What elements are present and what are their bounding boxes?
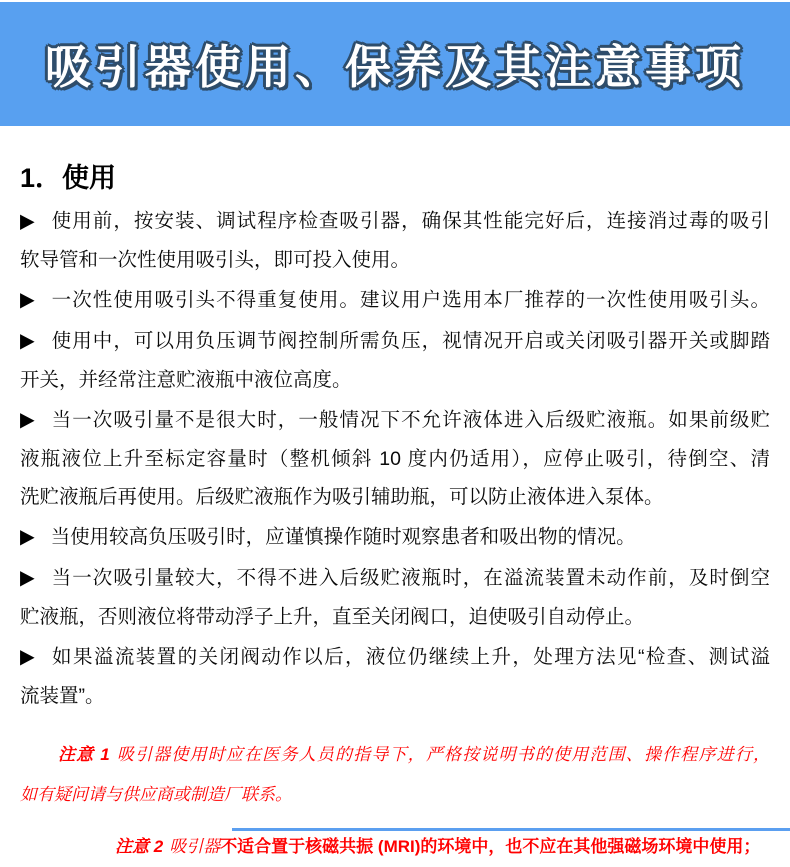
- title-banner: [0, 2, 790, 126]
- note-2: [20, 827, 770, 867]
- paragraph-text: 当一次吸引量不是很大时，一般情况下不允许液体进入后级贮液瓶。如果前级贮: [50, 409, 770, 431]
- page-title: 吸引器使用、保养及其注意事项: [45, 41, 745, 93]
- note-line: [20, 827, 770, 867]
- bullet-paragraph: [20, 518, 770, 557]
- bullet-paragraph: [20, 638, 770, 715]
- paragraph-line: [20, 202, 770, 241]
- paragraph-text: 当一次吸引量较大，不得不进入后级贮液瓶时，在溢流装置未动作前，及时倒空: [50, 567, 770, 589]
- note-2-prefix: 注意 2: [115, 837, 164, 856]
- note-1-prefix: 注意 1: [58, 745, 110, 764]
- paragraph-line: 流装置”。: [20, 685, 105, 707]
- note-1: [20, 735, 770, 815]
- paragraph-line: 洗贮液瓶后再使用。后级贮液瓶作为吸引辅助瓶，可以防止液体进入泵体。: [20, 486, 664, 508]
- note-2-subject: 吸引器: [169, 837, 221, 856]
- bullet-paragraph: [20, 202, 770, 279]
- paragraph-text: 一次性使用吸引头不得重复使用。建议用户选用本厂推荐的一次性使用吸引头。: [50, 289, 770, 311]
- paragraph-line: 液瓶液位上升至标定容量时（整机倾斜 10 度内仍适用），应停止吸引，待倒空、清: [20, 448, 770, 470]
- paragraph-line: [20, 281, 770, 320]
- bullet-paragraph: [20, 281, 770, 320]
- paragraph-line: 开关，并经常注意贮液瓶中液位高度。: [20, 369, 352, 391]
- bullet-paragraph: [20, 401, 770, 516]
- paragraph-line: [20, 518, 770, 557]
- paragraph-line: [20, 638, 770, 677]
- bullet-paragraph: [20, 559, 770, 636]
- bullet-triangle-icon: ▶: [20, 567, 35, 590]
- bullet-paragraph: [20, 322, 770, 399]
- section-heading: 1．使用: [20, 163, 117, 193]
- bullet-triangle-icon: ▶: [20, 526, 35, 549]
- bottom-accent-bar: [232, 828, 790, 831]
- note-line: 如有疑问请与供应商或制造厂联系。: [20, 785, 292, 804]
- warning-notes: [20, 735, 770, 867]
- paragraph-line: [20, 401, 770, 440]
- bullet-triangle-icon: ▶: [20, 289, 35, 312]
- bullet-triangle-icon: ▶: [20, 330, 35, 353]
- note-1-text: 吸引器使用时应在医务人员的指导下，严格按说明书的使用范围、操作程序进行，: [115, 745, 770, 764]
- note-2-text: 不适合置于核磁共振 (MRI)的环境中，也不应在其他强磁场环境中使用；: [220, 837, 761, 856]
- bullet-triangle-icon: ▶: [20, 210, 35, 233]
- bullet-triangle-icon: ▶: [20, 409, 35, 432]
- paragraph-text: 当使用较高负压吸引时，应谨慎操作随时观察患者和吸出物的情况。: [50, 526, 636, 548]
- paragraph-text: 使用前，按安装、调试程序检查吸引器，确保其性能完好后，连接消过毒的吸引: [50, 210, 770, 232]
- paragraph-text: 如果溢流装置的关闭阀动作以后，液位仍继续上升，处理方法见“检查、测试溢: [50, 646, 770, 668]
- paragraph-line: [20, 322, 770, 361]
- paragraph-line: [20, 559, 770, 598]
- note-line: [20, 735, 770, 775]
- document-body: [0, 162, 790, 867]
- paragraph-line: 软导管和一次性使用吸引头，即可投入使用。: [20, 249, 411, 271]
- paragraph-line: 贮液瓶，否则液位将带动浮子上升，直至关闭阀口，迫使吸引自动停止。: [20, 606, 645, 628]
- bullet-triangle-icon: ▶: [20, 646, 35, 669]
- paragraph-text: 使用中，可以用负压调节阀控制所需负压，视情况开启或关闭吸引器开关或脚踏: [50, 330, 770, 352]
